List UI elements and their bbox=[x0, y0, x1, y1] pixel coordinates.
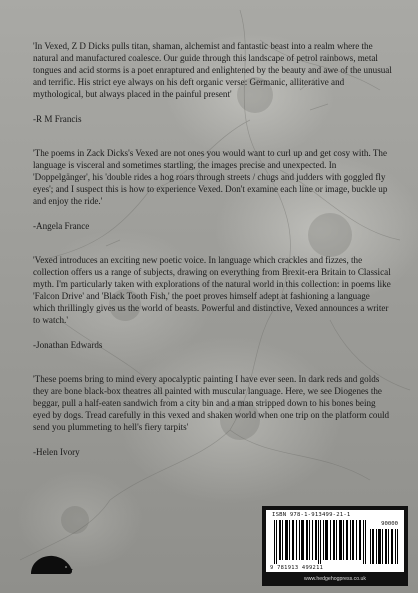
ean-barcode bbox=[272, 520, 368, 564]
publisher-website[interactable]: www.hedgehogpress.co.uk bbox=[304, 576, 366, 582]
testimonial-author: -Angela France bbox=[33, 221, 90, 231]
testimonial-2 bbox=[33, 147, 393, 232]
price-code: 90000 bbox=[381, 521, 398, 527]
testimonial-quote: 'Vexed introduces an exciting new poetic voice. In language which crackles and fizzes, the collection offers us a range of subjects, drawing on everything from Brexit-era Britain to Classical myth. I'm particularly taken with explorations of the natural world in this collection: in poems like 'Falcon Drive' and 'Black Tooth Fish,' the poet proves himself adept at fashioning a language which thrillingly gives us the world of beasts. Powerful and distinctive, Vexed announces a writer to watch.' bbox=[33, 255, 391, 325]
testimonial-quote: 'These poems bring to mind every apocalyptic painting I have ever seen. In dark reds and golds they are bone black-box theatres all painted with muscular language. Here, we see Diogenes the beggar, pull a half-eaten sandwich from a city bin and a man stripped down to his bones being eyed by dogs. Tread carefully in this vexed and shaken world when one trip on the platform could send you plummeting to hell's fiery tarpits' bbox=[33, 374, 390, 432]
testimonial-author: -Helen Ivory bbox=[33, 447, 80, 457]
ean-digits: 9 781913 499211 bbox=[270, 565, 324, 571]
testimonial-author: -Jonathan Edwards bbox=[33, 340, 103, 350]
testimonial-quote: 'In Vexed, Z D Dicks pulls titan, shaman, alchemist and fantastic beast into a realm where the natural and manufactured coalesce. Our guide through this landscape of petrol rainbows, metal tongues and acid storms is a poet enraptured and enlightened by the beauty and awe of the unusual and terrific. His strict eye always on his deft organic verse: Germanic, alliterative and mythological, but always placed in the painful present' bbox=[33, 41, 392, 99]
isbn-text: ISBN 978-1-913499-21-1 bbox=[272, 512, 351, 518]
testimonials bbox=[33, 40, 393, 480]
price-barcode bbox=[370, 529, 398, 564]
barcode-label bbox=[266, 510, 404, 582]
testimonial-3 bbox=[33, 254, 393, 351]
testimonial-1 bbox=[33, 40, 393, 125]
barcode-panel bbox=[262, 506, 408, 586]
testimonial-4 bbox=[33, 373, 393, 458]
hedgehog-icon bbox=[28, 552, 74, 578]
testimonial-quote: 'The poems in Zack Dicks's Vexed are not ones you would want to curl up and get cosy with. The language is visceral and sometimes startling, the images precise and unexpected. In 'Doppelgänger', his 'double rides a hog roars through streets / chugs and judders with goggled fly eyes'; and I suspect this is how to experience Vexed. Don't examine each line or image, buckle up and enjoy the ride.' bbox=[33, 148, 388, 206]
testimonial-author: -R M Francis bbox=[33, 114, 82, 124]
